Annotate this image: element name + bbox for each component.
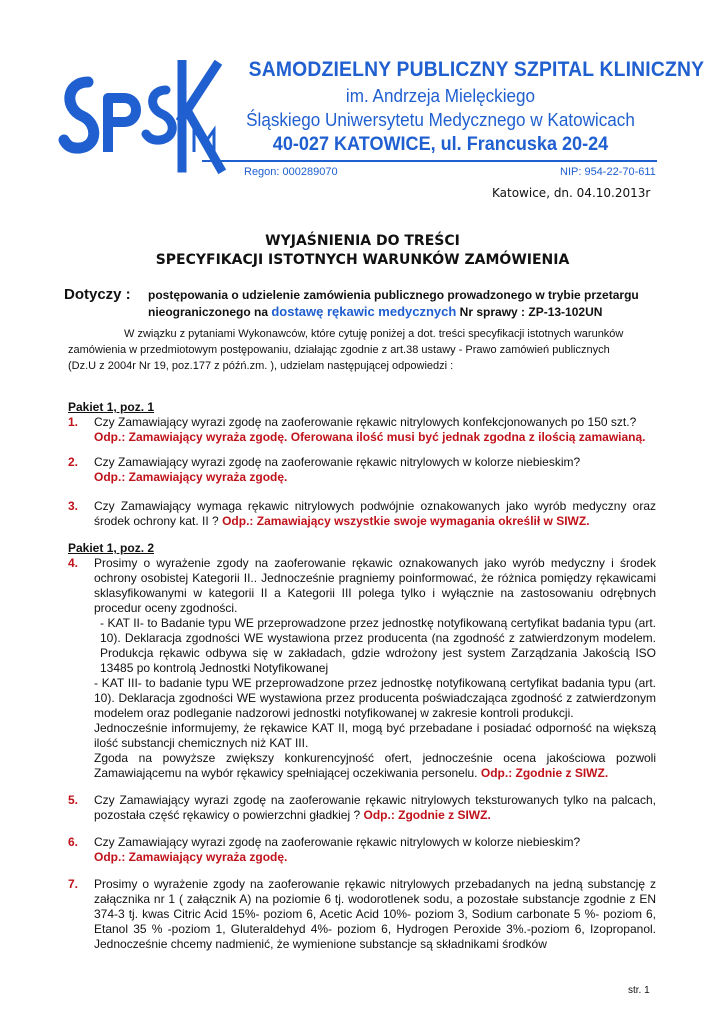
document-date: Katowice, dn. 04.10.2013r bbox=[492, 186, 651, 200]
subject-line1: postępowania o udzielenie zamówienia publicznego prowadzonego w trybie przetargu bbox=[148, 288, 639, 302]
hospital-name: SAMODZIELNY PUBLICZNY SZPITAL KLINICZNY bbox=[248, 58, 705, 81]
document-title-line2: SPECYFIKACJI ISTOTNYCH WARUNKÓW ZAMÓWIENIA bbox=[155, 252, 570, 268]
hospital-address: 40-027 KATOWICE, ul. Francuska 20-24 bbox=[272, 134, 609, 155]
question-4 bbox=[94, 556, 656, 781]
question-text: Czy Zamawiający wyrazi zgodę na zaoferowanie rękawic nitrylowych w kolorze niebieskim? bbox=[94, 835, 581, 849]
item-number: 4. bbox=[68, 556, 79, 570]
page-number: str. 1 bbox=[628, 985, 650, 996]
item-number: 6. bbox=[68, 835, 79, 849]
question-text: Czy Zamawiający wyrazi zgodę na zaoferowanie rękawic nitrylowych konfekcjonowanych po 150 szt.? bbox=[94, 415, 637, 429]
kat-iii-description: - KAT III- to badanie typu WE przeprowadzone przez jednostkę notyfikowaną certyfikat badania typu (art. 10). Deklaracja zgodności WE wystawiona przez producenta poświadczająca zgodność z zatwierdzonym modelem oraz podleganie nadzorowi jednostki notyfikowanej w zakresie kontroli produkcji. bbox=[94, 676, 656, 720]
hospital-logo bbox=[58, 60, 228, 180]
question-7 bbox=[94, 877, 656, 952]
section-heading-1: Pakiet 1, poz. 1 bbox=[68, 400, 155, 414]
item-number: 5. bbox=[68, 793, 79, 807]
question-6 bbox=[94, 835, 656, 865]
question-5 bbox=[94, 793, 656, 823]
answer-text: Odp.: Zamawiający wyraża zgodę. Oferowana ilość musi być jednak zgodna z ilością zamawianą. bbox=[94, 430, 646, 444]
question-text: Czy Zamawiający wyrazi zgodę na zaoferowanie rękawic nitrylowych teksturowanych tylko na palcach, pozostała część rękawicy o powierzchni gładkiej ? bbox=[94, 793, 656, 822]
question-text-3-content: Zgoda na powyższe zwiększy konkurencyjność ofert, jednocześnie ocena jakościowa pozwoli Zamawiającemu na wybór rękawicy spełniającej oczekiwania personelu. bbox=[94, 751, 656, 780]
subject-prefix: nieograniczonego na bbox=[148, 305, 272, 319]
hospital-university: Śląskiego Uniwersytetu Medycznego w Katowicach bbox=[246, 110, 635, 130]
question-1 bbox=[94, 415, 656, 445]
answer-text: Odp.: Zgodnie z SIWZ. bbox=[363, 808, 491, 822]
item-number: 7. bbox=[68, 877, 79, 891]
kat-ii-description: - KAT II- to Badanie typu WE przeprowadzone przez jednostkę notyfikowaną certyfikat badania typu (art. 10). Deklaracja zgodności WE wystawiona przez producenta (na zgodność z zatwierdzonym modelem. Produkcja rękawic odbywa się w zakładach, gdzie wdrożony jest system Zarządzania Jakością ISO 13485 po kontrolą Jednostki Notyfikowanej bbox=[100, 616, 656, 675]
question-text: Czy Zamawiający wymaga rękawic nitrylowych podwójnie oznakowanych jako wyrób medyczny oraz środek ochrony kat. II ? bbox=[94, 499, 656, 528]
question-3 bbox=[94, 499, 656, 529]
hospital-patron: im. Andrzeja Mielęckiego bbox=[345, 86, 536, 106]
question-text: Prosimy o wyrażenie zgody na zaoferowanie rękawic nitrylowych przebadanych na jedną substancję z załącznika nr 1 ( załącznik A) na poziomie 6 tj. wodorotlenek sodu, a pozostałe substancje zgodnie z EN 374-3 tj. kwas Citric Acid 15%- poziom 6, Acetic Acid 10%- poziom 3, Sodium carbonate 5 %- poziom 6, Etanol 35 % -poziom 1, Gluteraldehyd 4%- poziom 6, Hydrogen Peroxide 3%.-poziom 6, Izopropanol. Jednocześnie chcemy nadmienić, że wymienione substancje są składnikami środków bbox=[94, 877, 656, 951]
regon-number: Regon: 000289070 bbox=[244, 166, 338, 178]
subject-case-number: Nr sprawy : ZP-13-102UN bbox=[456, 305, 603, 319]
subject-label: Dotyczy : bbox=[64, 286, 131, 303]
question-2 bbox=[94, 455, 656, 485]
answer-text: Odp.: Zamawiający wszystkie swoje wymagania określił w SIWZ. bbox=[222, 514, 590, 528]
answer-text: Odp.: Zamawiający wyraża zgodę. bbox=[94, 470, 288, 484]
section-heading-2: Pakiet 1, poz. 2 bbox=[68, 541, 155, 555]
item-number: 3. bbox=[68, 499, 79, 513]
subject-line2 bbox=[148, 304, 602, 319]
nip-number: NIP: 954-22-70-611 bbox=[560, 166, 656, 178]
answer-text: Odp.: Zgodnie z SIWZ. bbox=[480, 766, 609, 780]
question-text: Czy Zamawiający wyrazi zgodę na zaoferowanie rękawic nitrylowych w kolorze niebieskim? bbox=[94, 455, 581, 469]
letterhead-divider bbox=[202, 160, 657, 162]
answer-text: Odp.: Zamawiający wyraża zgodę. bbox=[94, 850, 288, 864]
item-number: 1. bbox=[68, 415, 79, 429]
question-text: Prosimy o wyrażenie zgody na zaoferowanie rękawic oznakowanych jako wyrób medyczny i środek ochrony osobistej Kategorii II.. Jednocześnie pragniemy poinformować, że różnica pomiędzy rękawicami sklasyfikowanymi w kategorii II a Kategorii III polega tylko i wyłącznie na zastosowaniu odrębnych procedur oceny zgodności. bbox=[94, 556, 656, 615]
question-text-2: Jednocześnie informujemy, że rękawice KAT II, mogą być przebadane i posiadać odporność na większą ilość substancji chemicznych niż KAT III. bbox=[94, 721, 656, 750]
intro-line1: W związku z pytaniami Wykonawców, które cytuję poniżej a dot. treści specyfikacji istotnych warunków bbox=[124, 328, 624, 340]
question-text-3 bbox=[94, 751, 656, 781]
item-number: 2. bbox=[68, 455, 79, 469]
subject-highlight: dostawę rękawic medycznych bbox=[271, 304, 457, 319]
document-title-line1: WYJAŚNIENIA DO TREŚCI bbox=[265, 233, 460, 249]
intro-paragraph bbox=[68, 326, 658, 374]
intro-line3: (Dz.U z 2004r Nr 19, poz.177 z późń.zm. ), udzielam następującej odpowiedzi : bbox=[68, 360, 454, 372]
intro-line2: zamówienia w przedmiotowym postępowaniu, działając zgodnie z art.38 ustawy - Prawo zamówień publicznych bbox=[68, 344, 610, 356]
